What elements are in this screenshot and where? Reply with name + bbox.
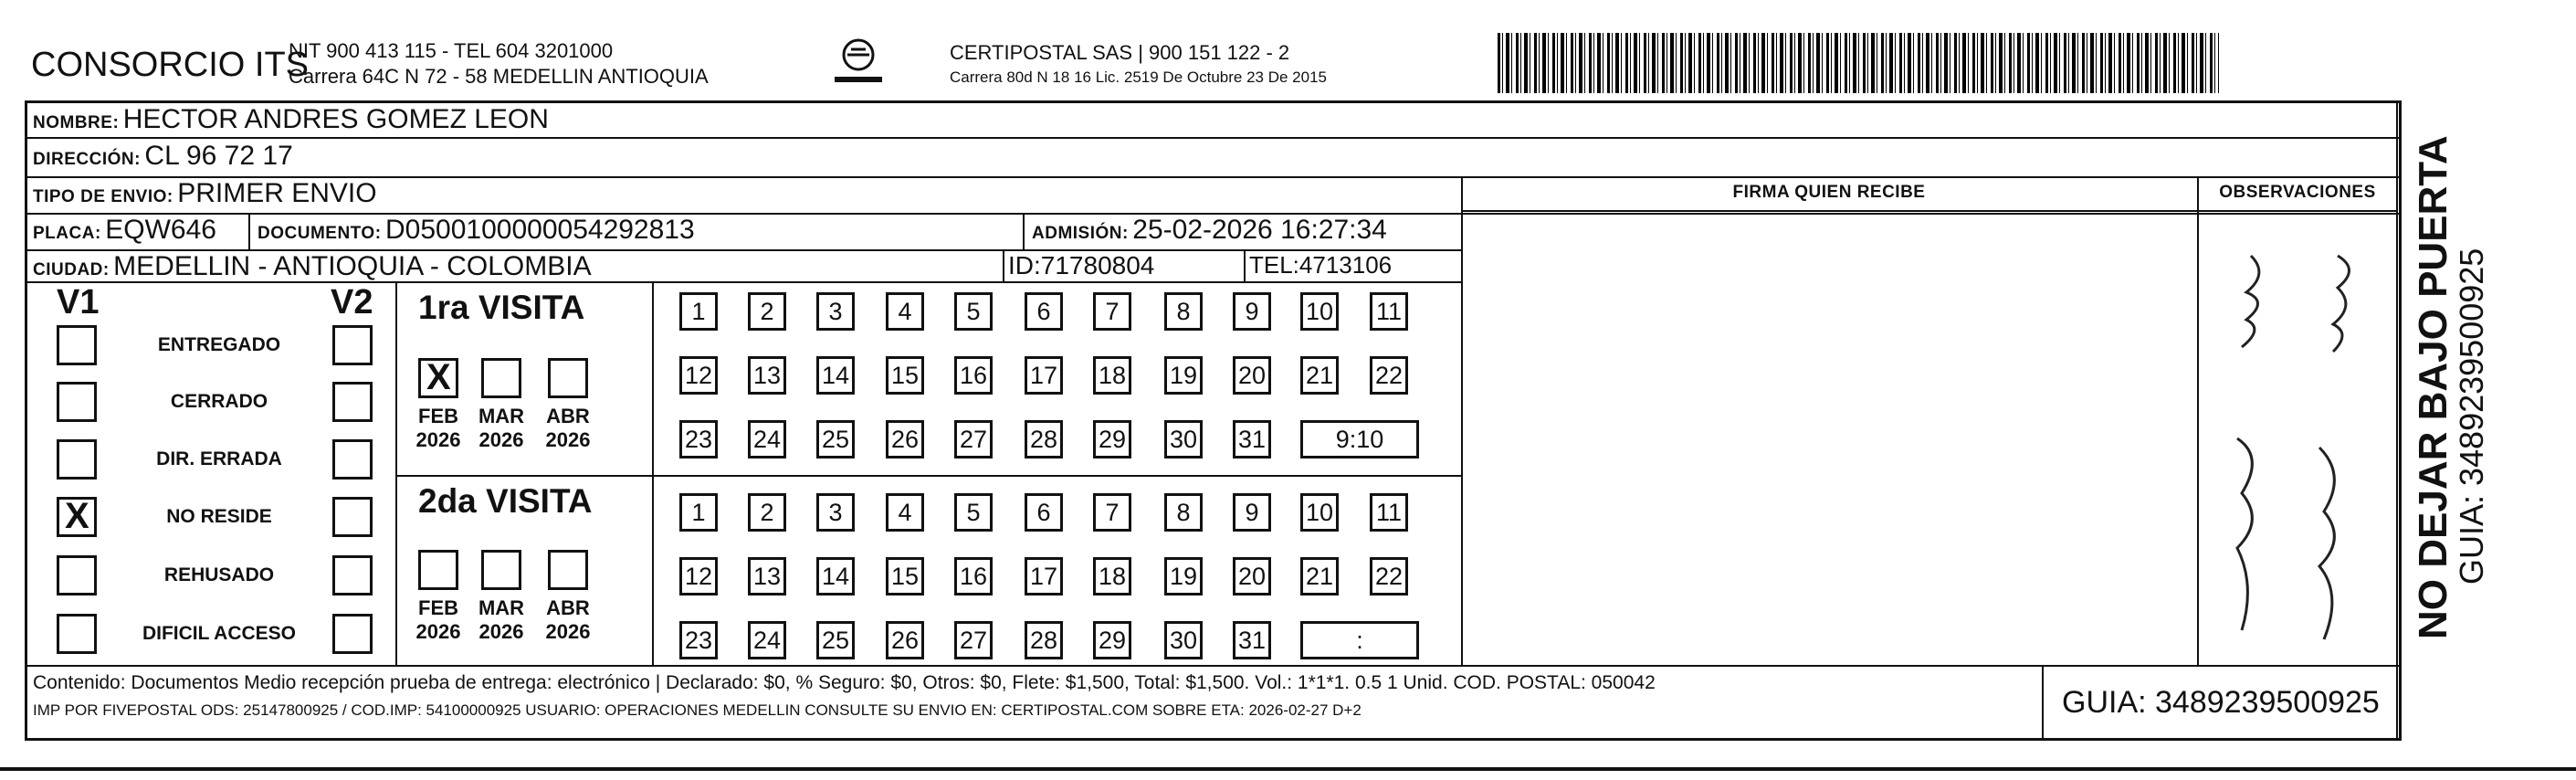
day-box[interactable]: 28 [1025, 621, 1063, 659]
v2-checkbox[interactable] [332, 325, 373, 365]
day-box[interactable]: 16 [954, 356, 993, 395]
day-box[interactable]: 24 [748, 621, 786, 659]
day-box[interactable]: 12 [679, 356, 718, 395]
month-year: 2026 [415, 620, 461, 643]
month-year: 2026 [545, 428, 591, 451]
day-box[interactable]: 17 [1025, 557, 1063, 596]
day-box[interactable]: 26 [886, 420, 924, 459]
day-box[interactable]: 14 [816, 557, 855, 596]
observation-handwriting [2210, 219, 2392, 658]
day-box[interactable]: 30 [1164, 621, 1203, 659]
day-box[interactable]: 12 [679, 557, 718, 596]
v2-checkbox[interactable] [332, 439, 373, 480]
v2-checkbox[interactable] [332, 382, 373, 422]
day-box[interactable]: 13 [748, 356, 786, 395]
v1-checkbox[interactable] [57, 382, 97, 422]
month-checkbox[interactable] [418, 550, 458, 590]
day-box[interactable]: 16 [954, 557, 993, 596]
tel-value: TEL:4713106 [1249, 251, 1393, 279]
barcode [1498, 33, 2219, 93]
v2-checkbox[interactable] [332, 614, 373, 654]
time-box[interactable]: : [1300, 621, 1419, 659]
company-nit: NIT 900 413 115 - TEL 604 3201000 [289, 39, 614, 62]
nombre-row [33, 104, 549, 135]
documento-label: DOCUMENTO: [258, 224, 382, 243]
visit1-title: 1ra VISITA [418, 289, 585, 326]
month-label: ABR [546, 596, 590, 619]
day-box[interactable]: 11 [1370, 493, 1408, 532]
admision-value: 25-02-2026 16:27:34 [1132, 215, 1387, 245]
day-box[interactable]: 28 [1025, 420, 1063, 459]
v2-checkbox[interactable] [332, 497, 373, 537]
footer-guia: GUIA: 3489239500925 [2062, 685, 2380, 720]
day-box[interactable]: 21 [1300, 356, 1339, 395]
side-guia: GUIA: 3489239500925 [2453, 248, 2490, 585]
month-label: MAR [478, 405, 525, 427]
day-box[interactable]: 24 [748, 420, 786, 459]
day-box[interactable]: 18 [1093, 557, 1131, 596]
month-checkbox[interactable] [418, 358, 458, 398]
month-check-mark: X [426, 357, 451, 397]
day-box[interactable]: 9 [1233, 292, 1271, 331]
certipostal-license: Carrera 80d N 18 16 Lic. 2519 De Octubre 23 De 2015 [950, 69, 1327, 86]
day-box[interactable]: 13 [748, 557, 786, 596]
v1-checkbox[interactable] [57, 497, 97, 537]
day-box[interactable]: 22 [1370, 356, 1408, 395]
month-year: 2026 [415, 428, 461, 451]
status-label: ENTREGADO [157, 334, 281, 355]
placa-label: PLACA: [33, 224, 101, 243]
documento-row [258, 215, 695, 246]
certipostal-logo [829, 35, 888, 93]
day-box[interactable]: 29 [1093, 420, 1131, 459]
v1-header: V1 [57, 283, 100, 321]
day-box[interactable]: 4 [886, 493, 924, 532]
tipo-label: TIPO DE ENVIO: [33, 187, 173, 206]
v2-checkbox[interactable] [332, 555, 373, 596]
day-box[interactable]: 2 [748, 292, 786, 331]
day-box[interactable]: 22 [1370, 557, 1408, 596]
status-label: DIR. ERRADA [156, 448, 282, 469]
day-box[interactable]: 15 [886, 557, 924, 596]
tipo-row [33, 178, 377, 209]
day-box[interactable]: 8 [1164, 493, 1203, 532]
no-dejar-bajo-puerta: NO DEJAR BAJO PUERTA [2411, 135, 2455, 639]
month-checkbox[interactable] [481, 550, 521, 590]
firma-header: FIRMA QUIEN RECIBE [1732, 183, 1926, 202]
status-label: DIFICIL ACCESO [142, 623, 296, 644]
day-box[interactable]: 3 [816, 292, 855, 331]
day-box[interactable]: 19 [1164, 356, 1203, 395]
day-box[interactable]: 15 [886, 356, 924, 395]
day-box[interactable]: 30 [1164, 420, 1203, 459]
day-box[interactable]: 20 [1233, 557, 1271, 596]
day-box[interactable]: 4 [886, 292, 924, 331]
day-box[interactable]: 29 [1093, 621, 1131, 659]
ciudad-value: MEDELLIN - ANTIOQUIA - COLOMBIA [113, 251, 592, 281]
day-box[interactable]: 25 [816, 420, 855, 459]
day-box[interactable]: 27 [954, 420, 993, 459]
status-label: NO RESIDE [166, 506, 272, 527]
footer-contenido: Contenido: Documentos Medio recepción prueba de entrega: electrónico | Declarado: $0, % Seguro: $0, Otros: $0, Flete: $1,500, Total: $1,500. Vol.: 1*1*1. 0.5 1 Unid. COD. POSTAL: 050042 [33, 672, 1656, 693]
day-box[interactable]: 19 [1164, 557, 1203, 596]
time-box[interactable]: 9:10 [1300, 420, 1419, 459]
day-box[interactable]: 23 [679, 420, 718, 459]
day-box[interactable]: 20 [1233, 356, 1271, 395]
direccion-row [33, 141, 293, 172]
certipostal-nit: CERTIPOSTAL SAS | 900 151 122 - 2 [950, 41, 1290, 64]
day-box[interactable]: 2 [748, 493, 786, 532]
day-box[interactable]: 1 [679, 493, 718, 532]
day-box[interactable]: 10 [1300, 292, 1339, 331]
month-checkbox[interactable] [548, 358, 588, 398]
month-year: 2026 [545, 620, 591, 643]
day-box[interactable]: 5 [954, 493, 993, 532]
day-box[interactable]: 25 [816, 621, 855, 659]
day-box[interactable]: 7 [1093, 292, 1131, 331]
admision-row [1032, 215, 1387, 246]
v2-header: V2 [331, 283, 373, 321]
direccion-label: DIRECCIÓN: [33, 150, 141, 169]
day-box[interactable]: 18 [1093, 356, 1131, 395]
month-label: FEB [418, 405, 458, 427]
day-box[interactable]: 23 [679, 621, 718, 659]
day-box[interactable]: 3 [816, 493, 855, 532]
day-box[interactable]: 21 [1300, 557, 1339, 596]
day-box[interactable]: 9 [1233, 493, 1271, 532]
footer-imp: IMP POR FIVEPOSTAL ODS: 25147800925 / COD.IMP: 54100000925 USUARIO: OPERACIONES MEDELLIN CONSULTE SU ENVIO EN: CERTIPOSTAL.COM SOBRE ETA: 2026-02-27 D+2 [33, 701, 1362, 719]
day-box[interactable]: 7 [1093, 493, 1131, 532]
day-box[interactable]: 14 [816, 356, 855, 395]
tipo-value: PRIMER ENVIO [177, 178, 377, 208]
month-label: ABR [546, 405, 590, 427]
nombre-value: HECTOR ANDRES GOMEZ LEON [122, 104, 549, 134]
day-box[interactable]: 10 [1300, 493, 1339, 532]
month-year: 2026 [478, 620, 524, 643]
v1-checkbox[interactable] [57, 555, 97, 596]
placa-row [33, 215, 216, 246]
v1-checkbox[interactable] [57, 325, 97, 365]
day-box[interactable]: 11 [1370, 292, 1408, 331]
day-box[interactable]: 26 [886, 621, 924, 659]
month-label: MAR [478, 596, 525, 619]
month-year: 2026 [478, 428, 524, 451]
placa-value: EQW646 [105, 215, 216, 245]
admision-label: ADMISIÓN: [1032, 224, 1129, 243]
day-box[interactable]: 8 [1164, 292, 1203, 331]
month-checkbox[interactable] [548, 550, 588, 590]
nombre-label: NOMBRE: [33, 113, 120, 132]
visit2-title: 2da VISITA [418, 482, 593, 520]
id-value: ID:71780804 [1008, 251, 1155, 279]
ciudad-label: CIUDAD: [33, 260, 110, 279]
v1-checkbox[interactable] [57, 439, 97, 480]
status-label: REHUSADO [163, 564, 275, 585]
month-label: FEB [418, 596, 458, 619]
direccion-value: CL 96 72 17 [144, 141, 293, 171]
day-box[interactable]: 6 [1025, 493, 1063, 532]
day-box[interactable]: 31 [1233, 420, 1271, 459]
ciudad-row [33, 251, 592, 282]
company-name: CONSORCIO ITS [31, 46, 310, 84]
v1-checkbox[interactable] [57, 614, 97, 654]
month-checkbox[interactable] [481, 358, 521, 398]
v1-check-mark: X [65, 496, 89, 536]
day-box[interactable]: 6 [1025, 292, 1063, 331]
observaciones-header: OBSERVACIONES [2219, 183, 2376, 202]
day-box[interactable]: 1 [679, 292, 718, 331]
documento-value: D0500100000054292813 [385, 215, 695, 245]
company-address: Carrera 64C N 72 - 58 MEDELLIN ANTIOQUIA [289, 65, 709, 88]
day-box[interactable]: 17 [1025, 356, 1063, 395]
day-box[interactable]: 27 [954, 621, 993, 659]
day-box[interactable]: 5 [954, 292, 993, 331]
day-box[interactable]: 31 [1233, 621, 1271, 659]
status-label: CERRADO [170, 391, 268, 412]
